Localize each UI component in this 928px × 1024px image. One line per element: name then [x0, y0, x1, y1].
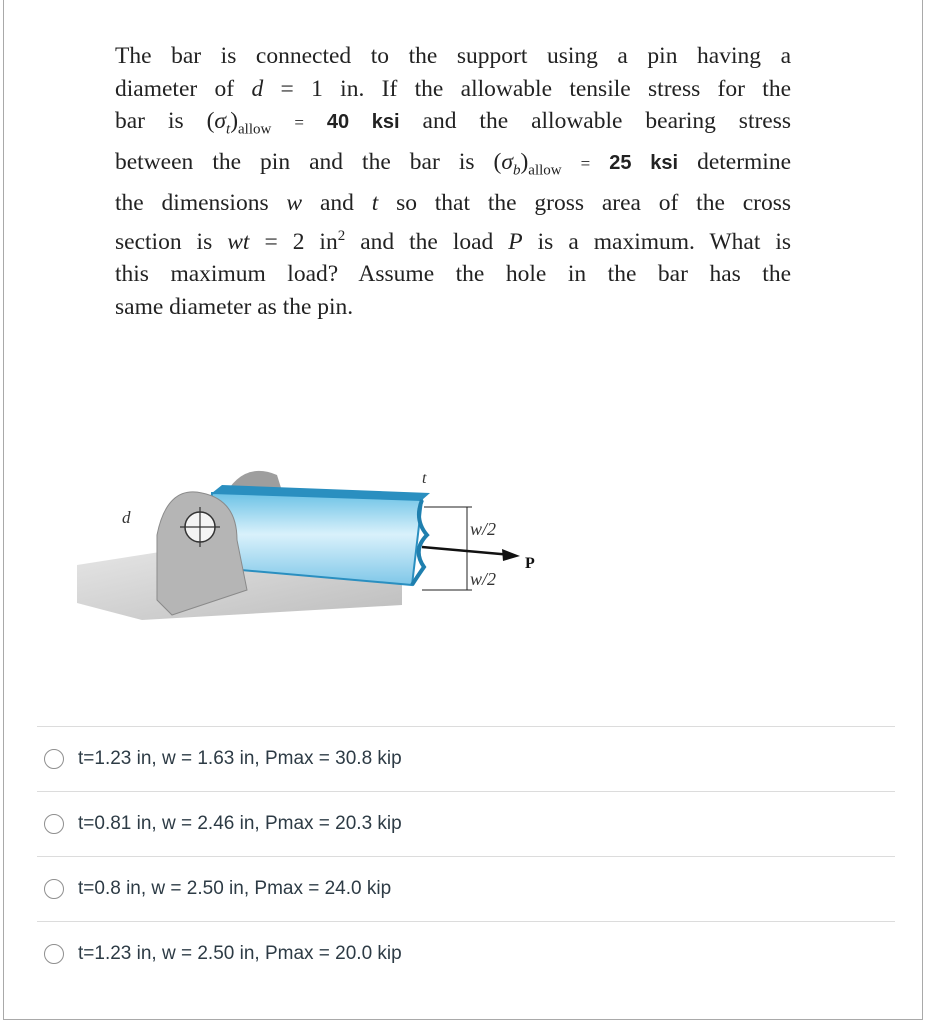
answer-option[interactable]	[37, 921, 895, 986]
problem-line-4: between the pin and the bar is $(\sigma_b)_{allow} = 25$ ksi determine	[115, 149, 792, 179]
answer-label[interactable]: t=1.23 in, w = 2.50 in, Pmax = 20.0 kip	[78, 943, 402, 964]
problem-line-8: same diameter as the pin.	[115, 293, 354, 320]
answer-label[interactable]: t=1.23 in, w = 1.63 in, Pmax = 30.8 kip	[78, 748, 402, 769]
label-d: d	[122, 508, 131, 527]
answer-label[interactable]: t=0.8 in, w = 2.50 in, Pmax = 24.0 kip	[78, 878, 392, 899]
answer-option[interactable]	[37, 856, 895, 921]
problem-line-6: section is wt = 2 $in^2$ and the load P is a maximum. What is	[115, 227, 792, 255]
radio-button[interactable]	[44, 879, 64, 899]
label-w-bottom: w/2	[470, 569, 497, 589]
radio-button[interactable]	[44, 944, 64, 964]
radio-button[interactable]	[44, 814, 64, 834]
problem-line-3: bar is $(\sigma_t)_{allow} = 40$ ksi and the allowable bearing stress	[115, 108, 792, 138]
problem-line-1: The bar is connected to the support using a pin having a	[115, 43, 791, 69]
answer-label[interactable]: t=0.81 in, w = 2.46 in, Pmax = 20.3 kip	[78, 813, 402, 834]
pin-bar-figure	[72, 455, 552, 635]
tensile-stress-value: 40 ksi	[326, 111, 400, 133]
label-t: t	[422, 470, 427, 487]
label-w-top: w/2	[470, 519, 497, 539]
answer-options	[37, 726, 895, 986]
problem-statement	[115, 40, 791, 323]
problem-line-7: this maximum load? Assume the hole in the bar has the	[115, 261, 791, 288]
bearing-stress-value: 25 ksi	[609, 152, 679, 175]
label-P: P	[525, 555, 535, 572]
problem-line-5: the dimensions w and t so that the gross area of the cross	[115, 190, 791, 217]
problem-line-2: diameter of d = 1 in. If the allowable tensile stress for the	[115, 75, 791, 102]
answer-option[interactable]	[37, 791, 895, 856]
answer-option[interactable]	[37, 726, 895, 791]
radio-button[interactable]	[44, 749, 64, 769]
load-arrow-icon	[502, 549, 520, 561]
